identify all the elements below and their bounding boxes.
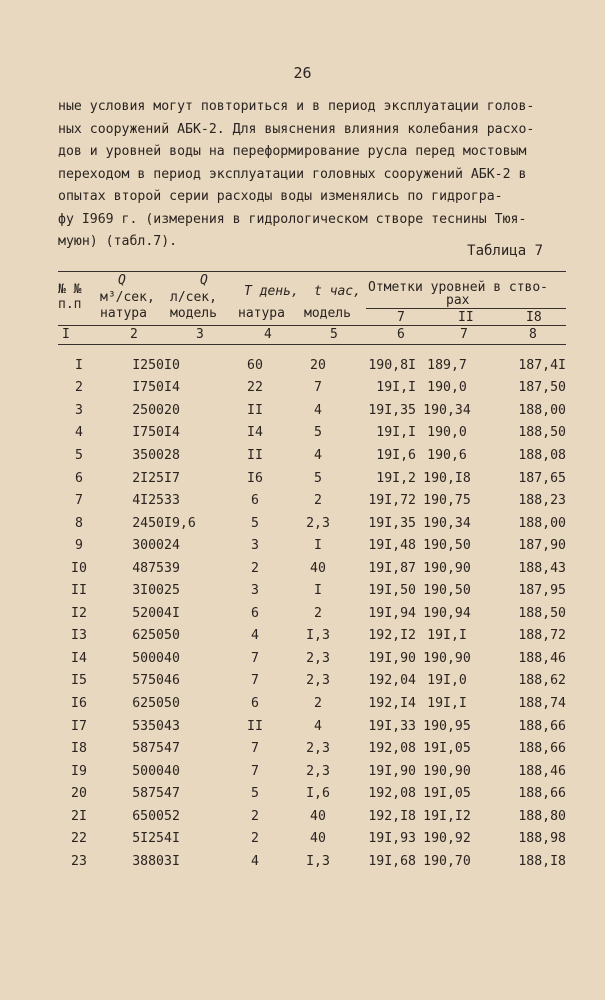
table-cell: 20 <box>310 357 326 373</box>
table-row <box>58 512 566 535</box>
table-cell: 3000 <box>132 538 164 554</box>
table-cell: 50 <box>164 628 180 644</box>
table-cell: 2,3 <box>306 673 330 689</box>
table-cell: II <box>71 583 87 599</box>
table-cell: 5000 <box>132 650 164 666</box>
table-cell: 2450 <box>132 515 164 531</box>
table-cell: 190,0 <box>427 380 467 396</box>
table-cell: I <box>314 538 322 554</box>
table-cell: 19I,48 <box>368 538 416 554</box>
table-cell: 188,50 <box>518 605 566 621</box>
paragraph-line: ные условия могут повториться и в период эксплуатации голов- <box>58 99 535 114</box>
table-row <box>58 489 566 512</box>
table-cell: 28 <box>164 447 180 463</box>
table-cell: 19I,50 <box>368 583 416 599</box>
table-cell: 188,08 <box>518 447 566 463</box>
table-cell: I8 <box>71 741 87 757</box>
paragraph-line: фу I969 г. (измерения в гидрологическом створе теснины Тюя- <box>58 211 527 227</box>
table-cell: 3 <box>251 583 259 599</box>
paragraph-line: ных сооружений АБК-2. Для выяснения влияния колебания расхо- <box>58 121 535 137</box>
table-cell: 3I <box>164 853 180 869</box>
table-cell: 187,65 <box>518 470 566 486</box>
table-cell: 3500 <box>132 447 164 463</box>
table-cell: 25 <box>164 583 180 599</box>
table-cell: 188,43 <box>518 560 566 576</box>
table-cell: I0 <box>71 560 87 576</box>
header-levels-title: Отметки уровней в ство- <box>368 280 549 295</box>
table-cell: I6 <box>247 470 263 486</box>
table-cell: 187,50 <box>518 380 566 396</box>
table-row <box>58 579 566 602</box>
table-cell: 188,I8 <box>518 853 566 869</box>
table-cell: 6 <box>75 470 83 486</box>
table-cell: 19I,94 <box>368 605 416 621</box>
table-cell: 188,00 <box>518 515 566 531</box>
table-cell: I6 <box>71 695 87 711</box>
table-cell: 19I,90 <box>368 763 416 779</box>
table-cell: II <box>247 718 263 734</box>
table-cell: 190,34 <box>423 402 471 418</box>
table-cell: 188,46 <box>518 650 566 666</box>
table-cell: 7 <box>251 763 259 779</box>
table-cell: 2 <box>251 831 259 847</box>
column-number: 7 <box>460 327 468 342</box>
table-cell: 19I,I2 <box>423 808 471 824</box>
table-cell: I,3 <box>306 628 330 644</box>
table-cell: I7 <box>71 718 87 734</box>
header-col5-line1: t час, <box>314 284 361 299</box>
header-col3-line1: Q <box>200 273 208 288</box>
table-cell: 19I,72 <box>368 493 416 509</box>
table-cell: 2 <box>251 808 259 824</box>
table-cell: 6250 <box>132 695 164 711</box>
table-cell: 188,46 <box>518 763 566 779</box>
table-cell: 190,50 <box>423 583 471 599</box>
table-row <box>58 715 566 738</box>
table-cell: 4 <box>75 425 83 441</box>
table-row <box>58 557 566 580</box>
table-cell: 4 <box>251 628 259 644</box>
table-cell: 4I25 <box>132 493 164 509</box>
paragraph-line: переходом в период эксплуатации головных сооружений АБК-2 в <box>58 166 527 182</box>
table-cell: 19I,90 <box>368 650 416 666</box>
table-cell: I,3 <box>306 853 330 869</box>
table-cell: 2I25 <box>132 470 164 486</box>
header-col3-line3: модель <box>170 306 217 321</box>
page-number: 26 <box>293 64 312 82</box>
table-cell: 5200 <box>132 605 164 621</box>
paragraph-line: муюн) (табл.7). <box>58 234 178 249</box>
table-cell: 47 <box>164 741 180 757</box>
table-cell: 188,74 <box>518 695 566 711</box>
table-row <box>58 354 566 377</box>
table-cell: I9,6 <box>164 515 196 531</box>
table-cell: 19I,I <box>427 695 467 711</box>
table-cell: 188,66 <box>518 718 566 734</box>
header-sub-7: 7 <box>397 310 405 325</box>
table-cell: 9 <box>75 538 83 554</box>
table-cell: I7 <box>164 470 180 486</box>
table-cell: 6 <box>251 493 259 509</box>
header-sub-I8: I8 <box>526 310 542 325</box>
table-cell: 192,I4 <box>368 695 416 711</box>
column-number: 3 <box>196 327 204 342</box>
table-cell: 187,95 <box>518 583 566 599</box>
column-number: 4 <box>264 327 272 342</box>
table-cell: I9 <box>71 763 87 779</box>
column-number: 2 <box>130 327 138 342</box>
table-cell: 4 <box>314 718 322 734</box>
table-cell: 4875 <box>132 560 164 576</box>
table-cell: 190,I8 <box>423 470 471 486</box>
table-cell: 19I,0 <box>427 673 467 689</box>
header-col1-line2: п.п <box>58 297 82 312</box>
table-cell: 60 <box>247 357 263 373</box>
table-top-rule <box>58 271 566 272</box>
header-col4-line2: натура <box>238 306 285 321</box>
table-cell: 5 <box>251 786 259 802</box>
table-cell: 47 <box>164 786 180 802</box>
table-cell: 187,4I <box>518 357 566 373</box>
table-cell: 2 <box>314 695 322 711</box>
table-cell: 190,6 <box>427 447 467 463</box>
table-cell: I750 <box>132 425 164 441</box>
table-cell: 6 <box>251 605 259 621</box>
table-row <box>58 444 566 467</box>
table-cell: I3 <box>71 628 87 644</box>
table-cell: II <box>247 447 263 463</box>
table-cell: II <box>247 402 263 418</box>
table-cell: 192,04 <box>368 673 416 689</box>
table-cell: 190,70 <box>423 853 471 869</box>
header-levels-title-2: рах <box>446 293 470 308</box>
table-cell: 6250 <box>132 628 164 644</box>
table-cell: 3I00 <box>132 583 164 599</box>
table-cell: I5 <box>71 673 87 689</box>
body-paragraph <box>58 96 570 254</box>
table-cell: 4 <box>251 853 259 869</box>
header-col4-line1: T день, <box>244 284 299 299</box>
header-col5-line2: модель <box>304 306 351 321</box>
table-cell: 192,I8 <box>368 808 416 824</box>
table-row <box>58 422 566 445</box>
table-cell: 40 <box>164 650 180 666</box>
table-cell: 187,90 <box>518 538 566 554</box>
table-cell: I <box>314 583 322 599</box>
column-number: I <box>62 327 70 342</box>
table-cell: 20 <box>71 786 87 802</box>
table-cell: 190,92 <box>423 831 471 847</box>
table-cell: 188,23 <box>518 493 566 509</box>
table-cell: 19I,33 <box>368 718 416 734</box>
table-cell: I250 <box>132 357 164 373</box>
table-cell: 20 <box>164 402 180 418</box>
column-number: 8 <box>529 327 537 342</box>
table-cell: 5 <box>251 515 259 531</box>
table-cell: 7 <box>251 673 259 689</box>
paragraph-line: опытах второй серии расходы воды изменялись по гидрогра- <box>58 189 503 204</box>
table-cell: 40 <box>310 831 326 847</box>
table-cell: 2,3 <box>306 650 330 666</box>
table-body <box>58 354 566 873</box>
table-row <box>58 670 566 693</box>
table-cell: 2,3 <box>306 741 330 757</box>
header-col2-line1: Q <box>118 273 126 288</box>
table-cell: 190,94 <box>423 605 471 621</box>
table-cell: 43 <box>164 718 180 734</box>
table-cell: 188,62 <box>518 673 566 689</box>
table-cell: 188,80 <box>518 808 566 824</box>
table-cell: 2500 <box>132 402 164 418</box>
table-cell: 3 <box>75 402 83 418</box>
table-cell: 52 <box>164 808 180 824</box>
table-cell: 188,66 <box>518 786 566 802</box>
table-cell: 4I <box>164 831 180 847</box>
table-cell: 5 <box>314 470 322 486</box>
table-cell: 19I,6 <box>376 447 416 463</box>
table-cell: 190,90 <box>423 650 471 666</box>
table-cell: 5875 <box>132 741 164 757</box>
table-row <box>58 692 566 715</box>
table-cell: I4 <box>164 380 180 396</box>
table-cell: 19I,35 <box>368 515 416 531</box>
table-cell: 2,3 <box>306 763 330 779</box>
table-cell: 50 <box>164 695 180 711</box>
header-col3-line2: л/сек, <box>170 290 217 305</box>
table-cell: 3 <box>251 538 259 554</box>
data-table <box>58 354 566 873</box>
table-cell: 5750 <box>132 673 164 689</box>
column-number: 6 <box>397 327 405 342</box>
table-cell: 7 <box>251 650 259 666</box>
table-cell: 46 <box>164 673 180 689</box>
table-row <box>58 467 566 490</box>
table-cell: 22 <box>71 831 87 847</box>
table-cell: 23 <box>71 853 87 869</box>
table-row <box>58 850 566 873</box>
table-cell: 5875 <box>132 786 164 802</box>
table-cell: 2 <box>314 493 322 509</box>
table-cell: 192,08 <box>368 741 416 757</box>
table-cell: 188,50 <box>518 425 566 441</box>
paragraph-line: дов и уровней воды на переформирование русла перед мостовым <box>58 144 527 159</box>
table-cell: 5 <box>75 447 83 463</box>
table-row <box>58 377 566 400</box>
table-cell: 190,90 <box>423 560 471 576</box>
table-cell: 192,08 <box>368 786 416 802</box>
table-cell: 188,98 <box>518 831 566 847</box>
table-row <box>58 534 566 557</box>
header-col1-line1: № № <box>58 282 82 297</box>
table-cell: 33 <box>164 493 180 509</box>
table-cell: 19I,35 <box>368 402 416 418</box>
header-sub-II: II <box>458 310 474 325</box>
table-cell: 188,72 <box>518 628 566 644</box>
table-cell: 19I,93 <box>368 831 416 847</box>
table-cell: 192,I2 <box>368 628 416 644</box>
table-cell: 19I,05 <box>423 786 471 802</box>
table-cell: I4 <box>164 425 180 441</box>
table-cell: 190,50 <box>423 538 471 554</box>
table-row <box>58 647 566 670</box>
table-row <box>58 625 566 648</box>
table-cell: 40 <box>164 763 180 779</box>
table-cell: 19I,I <box>376 380 416 396</box>
table-cell: 40 <box>310 808 326 824</box>
table-cell: 3880 <box>132 853 164 869</box>
table-cell: 19I,2 <box>376 470 416 486</box>
table-cell: I2 <box>71 605 87 621</box>
table-cell: 4 <box>314 402 322 418</box>
column-number: 5 <box>330 327 338 342</box>
table-cell: 2 <box>75 380 83 396</box>
table-cell: 4 <box>314 447 322 463</box>
table-row <box>58 805 566 828</box>
table-row <box>58 399 566 422</box>
header-col2-line2: м³/сек, <box>100 290 155 305</box>
table-cell: 39 <box>164 560 180 576</box>
table-cell: 6 <box>251 695 259 711</box>
table-row <box>58 602 566 625</box>
table-cell: 2I <box>71 808 87 824</box>
table-cell: 5000 <box>132 763 164 779</box>
table-cell: 190,8I <box>368 357 416 373</box>
table-row <box>58 737 566 760</box>
table-cell: 6500 <box>132 808 164 824</box>
table-cell: 5350 <box>132 718 164 734</box>
table-cell: 24 <box>164 538 180 554</box>
table-cell: I0 <box>164 357 180 373</box>
table-cell: 188,00 <box>518 402 566 418</box>
table-cell: 19I,87 <box>368 560 416 576</box>
table-cell: 2,3 <box>306 515 330 531</box>
column-number-rule <box>58 344 566 345</box>
table-cell: 190,75 <box>423 493 471 509</box>
table-cell: 4I <box>164 605 180 621</box>
table-cell: 2 <box>251 560 259 576</box>
table-cell: 19I,I <box>376 425 416 441</box>
table-cell: 5I25 <box>132 831 164 847</box>
table-cell: I4 <box>247 425 263 441</box>
table-cell: 8 <box>75 515 83 531</box>
table-cell: 22 <box>247 380 263 396</box>
table-cell: 40 <box>310 560 326 576</box>
table-cell: 19I,68 <box>368 853 416 869</box>
table-cell: 7 <box>75 493 83 509</box>
table-cell: 189,7 <box>427 357 467 373</box>
table-row <box>58 760 566 783</box>
table-cell: 190,34 <box>423 515 471 531</box>
table-cell: I750 <box>132 380 164 396</box>
table-cell: 188,66 <box>518 741 566 757</box>
header-bottom-rule <box>58 325 566 326</box>
table-cell: 19I,I <box>427 628 467 644</box>
table-cell: 2 <box>314 605 322 621</box>
table-cell: 190,95 <box>423 718 471 734</box>
table-cell: I <box>75 357 83 373</box>
table-cell: 5 <box>314 425 322 441</box>
header-col2-line3: натура <box>100 306 147 321</box>
table-cell: 7 <box>314 380 322 396</box>
table-cell: I4 <box>71 650 87 666</box>
table-cell: 7 <box>251 741 259 757</box>
table-cell: 19I,05 <box>423 741 471 757</box>
table-cell: 190,90 <box>423 763 471 779</box>
table-cell: I,6 <box>306 786 330 802</box>
table-caption: Таблица 7 <box>467 243 543 259</box>
table-row <box>58 782 566 805</box>
table-row <box>58 827 566 850</box>
table-cell: 190,0 <box>427 425 467 441</box>
